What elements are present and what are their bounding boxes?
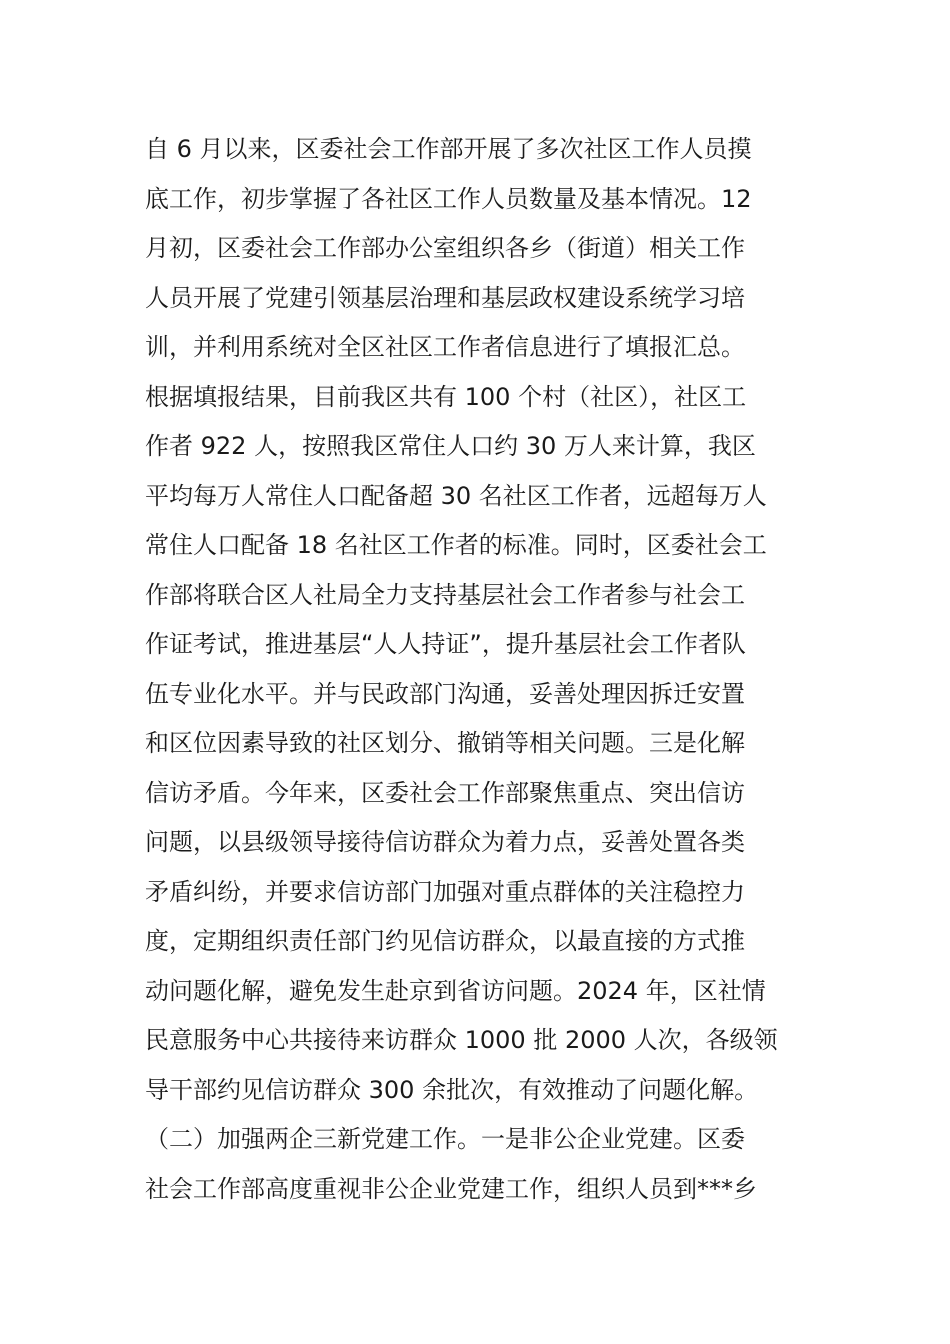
text-line: 矛盾纠纷，并要求信访部门加强对重点群体的关注稳控力 bbox=[145, 877, 745, 906]
text-line: 和区位因素导致的社区划分、撤销等相关问题。三是化解 bbox=[145, 729, 745, 757]
text-line: 伍专业化水平。并与民政部门沟通，妥善处理因拆迁安置 bbox=[145, 679, 745, 708]
text-line: 月初，区委社会工作部办公室组织各乡（街道）相关工作 bbox=[145, 234, 745, 262]
text-line: 作部将联合区人社局全力支持基层社会工作者参与社会工 bbox=[145, 580, 745, 609]
text-line: 作证考试，推进基层“人人持证”，提升基层社会工作者队 bbox=[145, 630, 746, 658]
text-line: 社会工作部高度重视非公企业党建工作，组织人员到***乡 bbox=[145, 1174, 757, 1203]
text-line: 动问题化解，避免发生赴京到省访问题。2024 年，区社情 bbox=[145, 976, 766, 1005]
text-line: 问题，以县级领导接待信访群众为着力点，妥善处置各类 bbox=[145, 828, 745, 856]
text-line: 度，定期组织责任部门约见信访群众，以最直接的方式推 bbox=[145, 927, 745, 955]
text-line: 信访矛盾。今年来，区委社会工作部聚焦重点、突出信访 bbox=[145, 778, 745, 807]
text-line: 民意服务中心共接待来访群众 1000 批 2000 人次，各级领 bbox=[145, 1026, 778, 1054]
section-heading-line: （二）加强两企三新党建工作。一是非公企业党建。区委 bbox=[145, 1125, 745, 1153]
text-line: 底工作，初步掌握了各社区工作人员数量及基本情况。12 bbox=[145, 184, 752, 213]
text-line: 自 6 月以来，区委社会工作部开展了多次社区工作人员摸 bbox=[145, 135, 752, 163]
text-line: 训，并利用系统对全区社区工作者信息进行了填报汇总。 bbox=[145, 333, 745, 361]
text-line: 根据填报结果，目前我区共有 100 个村（社区），社区工 bbox=[145, 382, 747, 411]
body-text bbox=[145, 125, 815, 1214]
text-line: 导干部约见信访群众 300 余批次，有效推动了问题化解。 bbox=[145, 1075, 759, 1104]
text-line: 作者 922 人，按照我区常住人口约 30 万人来计算，我区 bbox=[145, 432, 756, 460]
text-line: 人员开展了党建引领基层治理和基层政权建设系统学习培 bbox=[145, 283, 745, 312]
text-line: 常住人口配备 18 名社区工作者的标准。同时，区委社会工 bbox=[145, 531, 767, 559]
text-line: 平均每万人常住人口配备超 30 名社区工作者，远超每万人 bbox=[145, 481, 767, 510]
